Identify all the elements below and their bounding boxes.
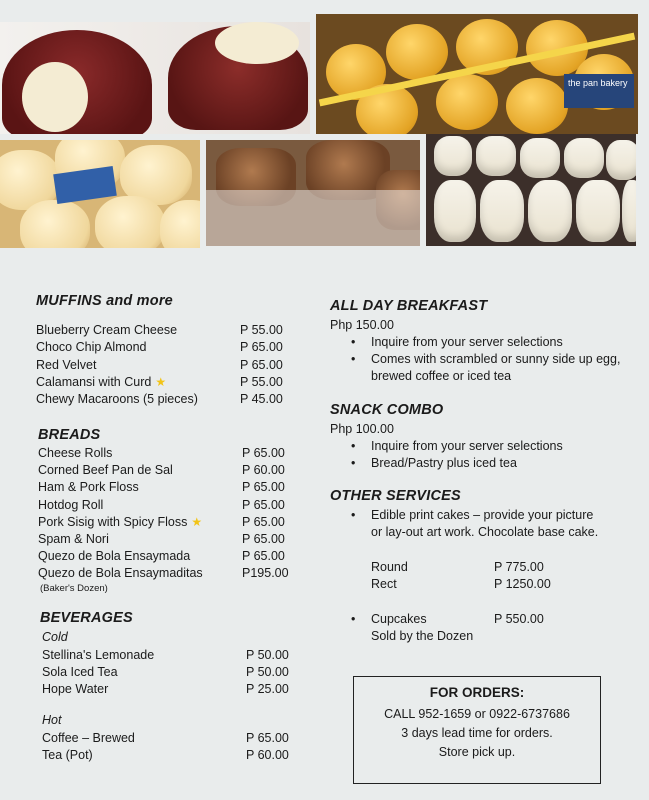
menu-item: [42, 647, 302, 663]
menu-item-name: Choco Chip Almond: [36, 340, 147, 355]
menu-item-name: Quezo de Bola Ensaymaditas: [38, 566, 203, 581]
breakfast-bullet-2-cont: brewed coffee or iced tea: [371, 369, 512, 383]
menu-item-name: Sola Iced Tea: [42, 665, 118, 679]
menu-item-price: P 60.00: [242, 463, 285, 478]
menu-item-price: P195.00: [242, 566, 289, 581]
ensaymada-rolls-photo: [426, 134, 636, 246]
menu-item-price: P 65.00: [242, 514, 285, 529]
menu-item-price: P 65.00: [242, 497, 285, 512]
menu-item-name: Hotdog Roll: [38, 497, 104, 512]
menu-item-name: Calamansi with Curd: [36, 374, 152, 389]
breakfast-title: ALL DAY BREAKFAST: [330, 298, 488, 314]
menu-item-price: P 65.00: [242, 549, 285, 564]
menu-item-name: Pork Sisig with Spicy Floss: [38, 514, 188, 529]
cold-label: Cold: [42, 630, 68, 644]
round-price: P 775.00: [494, 560, 544, 574]
bakers-dozen-note: (Baker's Dozen): [40, 583, 108, 594]
menu-item: [38, 497, 298, 513]
menu-item: [38, 462, 298, 478]
menu-item-name: Stellina's Lemonade: [42, 648, 155, 662]
menu-item-price: P 55.00: [240, 374, 283, 389]
menu-item: [38, 531, 298, 547]
menu-item: [38, 565, 298, 581]
menu-item-name: Chewy Macaroons (5 pieces): [36, 392, 198, 407]
menu-item-name: Ham & Pork Floss: [38, 480, 139, 495]
cupcakes-note: Sold by the Dozen: [371, 629, 474, 643]
menu-item-price: P 60.00: [246, 748, 289, 762]
boxed-pastries-photo: [316, 14, 638, 134]
menu-item: [38, 548, 298, 564]
snack-price: Php 100.00: [330, 422, 394, 436]
menu-item-price: P 65.00: [242, 480, 285, 495]
menu-item-price: P 45.00: [240, 392, 283, 407]
orders-box: [353, 676, 601, 784]
box-label: the pan bakery: [564, 74, 634, 108]
menu-item-price: P 50.00: [246, 665, 289, 679]
menu-item-name: Red Velvet: [36, 357, 97, 372]
menu-item-price: P 55.00: [240, 323, 283, 337]
snack-bullet-2: • Bread/Pastry plus iced tea: [371, 456, 517, 470]
round-label: Round: [371, 560, 408, 574]
menu-item-name-wrap: [38, 514, 202, 530]
rect-price: P 1250.00: [494, 577, 551, 591]
menu-item: [36, 391, 296, 407]
cupcakes-label: • Cupcakes: [371, 612, 427, 626]
menu-item: [36, 357, 296, 373]
muffins-title: MUFFINS and more: [36, 293, 173, 309]
menu-item: [42, 730, 302, 746]
menu-item: [42, 681, 302, 697]
menu-item-name: Hope Water: [42, 682, 109, 696]
menu-item-price: P 25.00: [246, 682, 289, 696]
snack-bullet-1: • Inquire from your server selections: [371, 439, 563, 453]
breakfast-price: Php 150.00: [330, 318, 394, 332]
menu-item-price: P 65.00: [246, 731, 289, 745]
menu-item-name: Coffee – Brewed: [42, 731, 135, 745]
orders-title: FOR ORDERS:: [429, 685, 525, 700]
breakfast-bullet-1: • Inquire from your server selections: [371, 335, 563, 349]
red-velvet-muffins-photo: [0, 22, 310, 134]
snack-title: SNACK COMBO: [330, 402, 444, 418]
menu-item: [38, 514, 298, 530]
menu-item: [38, 445, 298, 461]
menu-item: [36, 322, 296, 338]
menu-item-name: Cheese Rolls: [38, 446, 113, 460]
menu-item: [36, 339, 296, 355]
menu-item: [42, 747, 302, 763]
hot-label: Hot: [42, 713, 62, 727]
menu-item-name: Quezo de Bola Ensaymada: [38, 549, 191, 564]
beverages-title: BEVERAGES: [40, 610, 133, 626]
menu-item-price: P 65.00: [240, 340, 283, 355]
menu-item: [42, 664, 302, 680]
menu-item-price: P 50.00: [246, 648, 289, 662]
star-icon: ★: [155, 374, 167, 389]
menu-item: [36, 374, 296, 390]
buns-photo: [0, 140, 200, 248]
breads-title: BREADS: [38, 427, 101, 443]
menu-item-price: P 65.00: [242, 532, 285, 546]
menu-item-name: Corned Beef Pan de Sal: [38, 463, 173, 478]
menu-item-name: Tea (Pot): [42, 748, 93, 762]
cupcakes-price: P 550.00: [494, 612, 544, 626]
menu-item-price: P 65.00: [242, 446, 285, 460]
cakes-line-2: or lay-out art work. Chocolate base cake.: [371, 525, 599, 539]
cakes-line-1: • Edible print cakes – provide your picture: [371, 508, 593, 522]
orders-lead-time: 3 days lead time for orders.: [401, 726, 553, 740]
menu-item-price: P 65.00: [240, 357, 283, 372]
menu-item-name: Blueberry Cream Cheese: [36, 323, 178, 337]
orders-pickup: Store pick up.: [438, 745, 516, 759]
menu-item-name: Spam & Nori: [38, 532, 109, 546]
menu-item-name-wrap: [36, 374, 166, 390]
star-icon: ★: [191, 514, 203, 529]
menu-item: [38, 479, 298, 495]
orders-phone: CALL 952-1659 or 0922-6737686: [384, 707, 570, 721]
services-title: OTHER SERVICES: [330, 488, 461, 504]
bagged-rolls-photo: [206, 140, 420, 246]
breakfast-bullet-2: • Comes with scrambled or sunny side up egg,: [371, 352, 620, 366]
rect-label: Rect: [371, 577, 397, 591]
